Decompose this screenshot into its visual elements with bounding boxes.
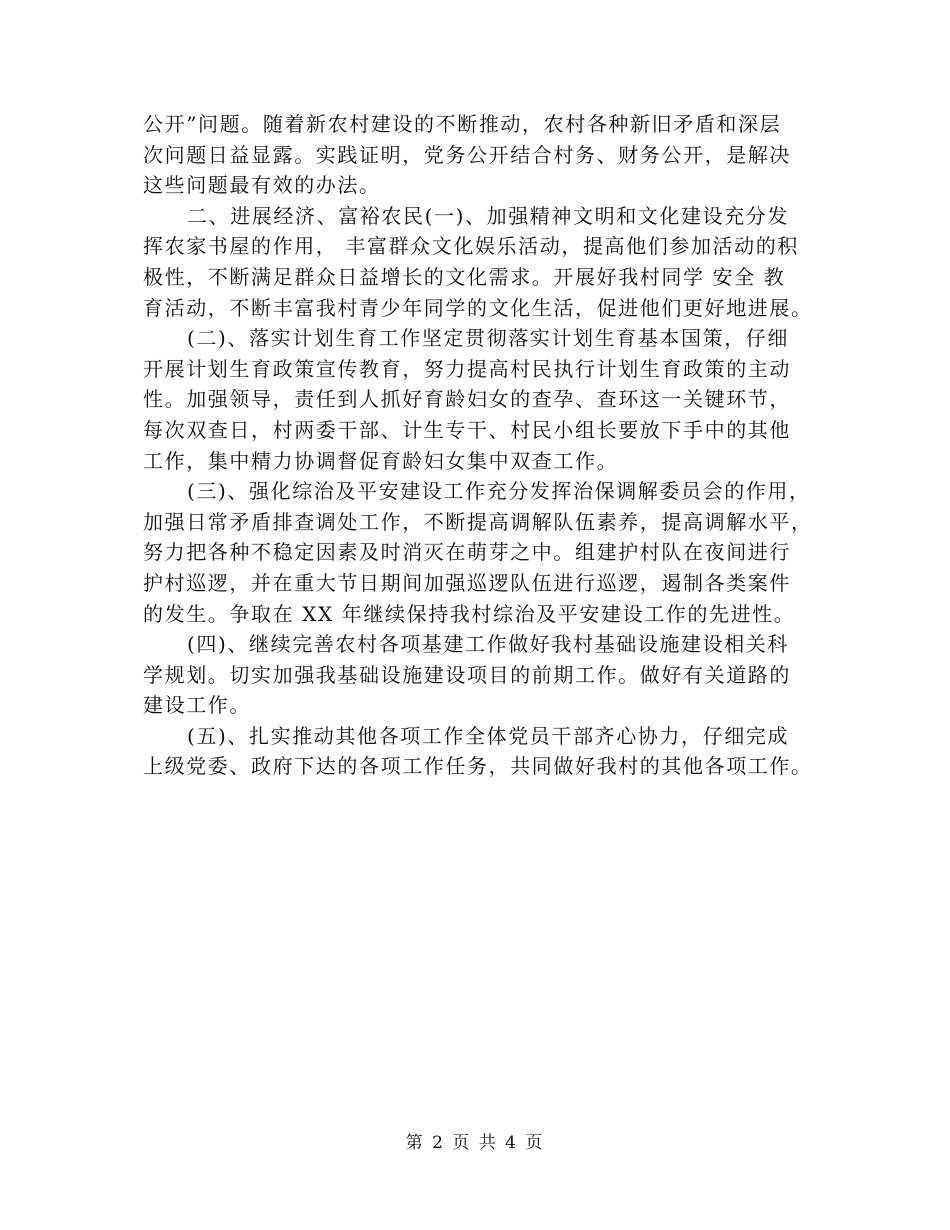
text-line: (二)、落实计划生育工作坚定贯彻落实计划生育基本国策，仔细: [187, 326, 790, 351]
text-line: 次问题日益显露。实践证明，党务公开结合村务、财务公开，是解决: [143, 142, 791, 167]
text-line: 公开”问题。随着新农村建设的不断推动，农村各种新旧矛盾和深层: [143, 112, 782, 136]
text-line: 极性，不断满足群众日益增长的文化需求。开展好我村同学 安全 教: [143, 264, 786, 289]
text-line: 性。加强领导，责任到人抓好育龄妇女的查孕、查环这一关键环节，: [143, 387, 791, 412]
text-line: 这些问题最有效的办法。: [143, 173, 381, 198]
text-line: (四)、继续完善农村各项基建工作做好我村基础设施建设相关科: [187, 632, 790, 657]
text-line: 工作，集中精力协调督促育龄妇女集中双查工作。: [143, 448, 619, 473]
text-line: 上级党委、政府下达的各项工作任务，共同做好我村的其他各项工作。: [143, 754, 813, 779]
text-line: 建设工作。: [143, 693, 251, 718]
text-line: 护村巡逻，并在重大节日期间加强巡逻队伍进行巡逻，遏制各类案件: [143, 570, 791, 595]
text-line: 二、进展经济、富裕农民(一)、加强精神文明和文化建设充分发: [187, 203, 790, 228]
text-line: (三)、强化综治及平安建设工作充分发挥治保调解委员会的作用，: [187, 479, 811, 504]
document-body: [143, 109, 813, 782]
text-line: 努力把各种不稳定因素及时消灭在萌芽之中。组建护村队在夜间进行: [143, 540, 791, 565]
text-line: 每次双查日，村两委干部、计生专干、村民小组长要放下手中的其他: [143, 417, 791, 442]
text-line: 开展计划生育政策宣传教育，努力提高村民执行计划生育政策的主动: [143, 356, 791, 381]
text-line: (五)、扎实推动其他各项工作全体党员干部齐心协力，仔细完成: [187, 723, 790, 748]
text-line: 育活动，不断丰富我村青少年同学的文化生活，促进他们更好地进展。: [143, 295, 813, 320]
text-line: 的发生。争取在 XX 年继续保持我村综治及平安建设工作的先进性。: [143, 601, 796, 626]
text-line: 学规划。切实加强我基础设施建设项目的前期工作。做好有关道路的: [143, 662, 791, 687]
text-line: 加强日常矛盾排查调处工作，不断提高调解队伍素养，提高调解水平，: [143, 509, 813, 534]
text-line: 挥农家书屋的作用， 丰富群众文化娱乐活动，提高他们参加活动的积: [143, 234, 799, 259]
page-footer: 第 2 页 共 4 页: [405, 1133, 545, 1153]
